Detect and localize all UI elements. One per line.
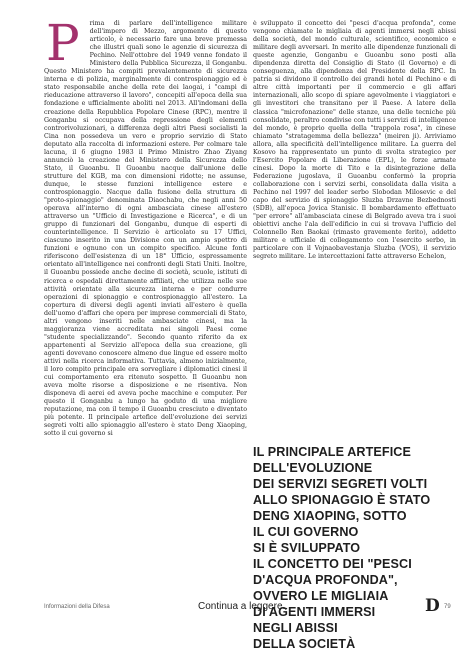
pull-quote-line: DI AGENTI IMMERSI xyxy=(253,605,376,619)
magazine-logo-icon xyxy=(424,596,440,614)
drop-cap: P xyxy=(46,20,80,72)
publication-name: Informazioni della Difesa xyxy=(44,604,110,610)
article-column-right xyxy=(253,20,456,450)
article-paragraph-left xyxy=(44,20,247,438)
pull-quote-line: IL PRINCIPALE ARTEFICE xyxy=(253,445,411,459)
article-text-left: rima di parlare dell'intelligence militare dell'impero di Mezzo, argomento di questo articolo, è necessario fare una breve premessa che illustri quali sono le agenzie di sicurezza di Pechino. Nell'ottobre del 1949 venne fondato il Ministero della Pubblica Sicurezza, il Gonganbu. Questo Ministero ha compiti prevalentemente di sicurezza interna e di polizia, marginalmente di controspionaggio ed è stato responsabile anche della rete dei laogai, i "campi di rieducazione attraverso il lavoro", concepiti all'epoca della sua fondazione e ufficialmente aboliti nel 2013. All'indomani della creazione della Repubblica Popolare Cinese (RPC), mentre il Gonganbu si occupava della repressione degli elementi controrivoluzionari, a differenza degli altri Paesi socialisti la Cina non possedeva un vero e proprio servizio di Stato deputato alla raccolta di informazioni estere. Per colmare tale lacuna, il 6 giugno 1983 il Primo Ministro Zhao Ziyang annunciò la creazione del Ministero della Sicurezza dello Stato, il Guoanbu. Il Guoanbu nacque dall'unione delle strutture del KGB, ma con dimensioni ridotte; ne assunse, dunque, le stesse funzioni intelligence estere e controspionaggio. Nacque dalla fusione della struttura di "proto-spionaggio" denominata Diaochabu, che negli anni 50 operava all'interno di ogni ambasciata cinese all'estero attraverso un "Ufficio di Investigazione e Ricerca", e di un gruppo di funzionari del Gonganbu, dunque di esperti di counterintelligence. Il Servizio è articolato su 17 Uffici, ciascuno inserito in una Divisione con un ampio spettro di funzioni e ognuno con un compito specifico. Alcune fonti riferiscono dell'esistenza di un 18° Ufficio, espressamente orientato all'intelligence nei confronti degli Stati Uniti. Inoltre, il Guoanbu possiede anche decine di società, scuole, istituti di ricerca e ospedali direttamente affiliati, che utilizza nelle sue attività orientate alla sicurezza interna e per condurre operazioni di spionaggio e controspionaggio all'estero. La copertura di diversi degli agenti inviati all'estero è quella dell'uomo d'affari che opera per imprese commerciali di Stato, altri vengono inseriti nelle ambasciate cinesi, ma la maggioranza viene accreditata nei singoli Paesi come "studente specializzando". Secondo quanto riferito da ex appartenenti al Servizio all'epoca della sua creazione, gli agenti dovevano conoscere almeno due lingue ed essere molto attivi nella ricerca informativa. Tuttavia, almeno inizialmente, il loro compito principale era sorvegliare i diplomatici cinesi il cui comportamento era ritenuto sospetto. Il Guoanbu non aveva molte risorse a disposizione e ne risentiva. Non disponeva di aerei ed aveva poche macchine e computer. Per questo il Gonganbu a lungo ha goduto di una migliore reputazione, ma con il tempo il Guoanbu cresciuto e diventato più potente. Il principale artefice dell'evoluzione dei servizi segreti volti allo spionaggio all'estero è stato Deng Xiaoping, sotto il cui governo si xyxy=(44,20,247,438)
page-number: 79 xyxy=(444,604,451,610)
continue-reading-link[interactable]: Continua a leggere... xyxy=(198,601,291,612)
article-text-right: è sviluppato il concetto dei "pesci d'acqua profonda", come vengono chiamate le migliaia di agenti immersi negli abissi della società, del mondo culturale, scientifico, economico e militare degli avversari. In merito alle dipendenze funzionali di queste agenzie, Gonganbu e Guoanbu sono posti alla dipendenza diretta del Consiglio di Stato (il Governo) e di conseguenza, alla dipendenza del Presidente della RPC. In patria si dividono il controllo dei grandi hotel di Pechino e di altre città importanti per il commercio e gli affari internazionali, allo scopo di spiare agevolmente i viaggiatori e gli investitori che transitano per il Paese. A latere della classica "microfonazione" delle stanze, una delle tecniche più consolidate, peraltro condivise con tutti i servizi di intelligence del mondo, è proprio quella della "trappola rosa", in cinese chiamato "stratagemma della bellezza" (meiren ji). Arriviamo allora, alla specificità dell'intelligence militare. La guerra del Kosovo ha rappresentato un punto di svolta strategico per l'Esercito Popolare di Liberazione (EPL), le forze armate cinesi. Dopo la morte di Tito e la disintegrazione della Federazione jugoslava, il Guoanbu confermò la propria collaborazione con i servizi serbi, consolidata dalla visita a Pechino nel 1997 del leader serbo Slobodan Milosevic e del capo del servizio di spionaggio Sluzba Drzavne Bezbednosti (SDB), all'epoca Jovica Stanisic. Il bombardamento effettuato "per errore" all'ambasciata cinese di Belgrado aveva tra i suoi obiettivi anche l'ala dell'edificio in cui si trovava l'ufficio del Colonnello Ren Baokai (rimasto gravemente ferito), addetto militare e ufficiale di collegamento con l'esercito serbo, in particolare con il Vojnaobavestanja Sluzba (VOS), il servizio segreto militare. Le intercettazioni fatte attraverso Echelon, xyxy=(253,20,456,261)
pull-quote-line: DEI SERVIZI SEGRETI VOLTI xyxy=(253,477,428,491)
pull-quote-line: NEGLI ABISSI xyxy=(253,621,338,635)
pull-quote-line: ALLO SPIONAGGIO È STATO xyxy=(253,493,431,507)
pull-quote-line: DENG XIAOPING, SOTTO xyxy=(253,509,407,523)
logo-letter: D xyxy=(425,596,440,614)
pull-quote-line: SI È SVILUPPATO xyxy=(253,541,361,555)
pull-quote-line: IL CONCETTO DEI "PESCI xyxy=(253,557,412,571)
article-column-left xyxy=(44,20,247,600)
pull-quote-line: IL CUI GOVERNO xyxy=(253,525,359,539)
pull-quote-line: DELLA SOCIETÀ xyxy=(253,637,356,651)
pull-quote-line: D'ACQUA PROFONDA", xyxy=(253,573,398,587)
pull-quote-line: OVVERO LE MIGLIAIA xyxy=(253,589,389,603)
pull-quote-line: DELL'EVOLUZIONE xyxy=(253,461,373,475)
pull-quote xyxy=(253,444,443,652)
